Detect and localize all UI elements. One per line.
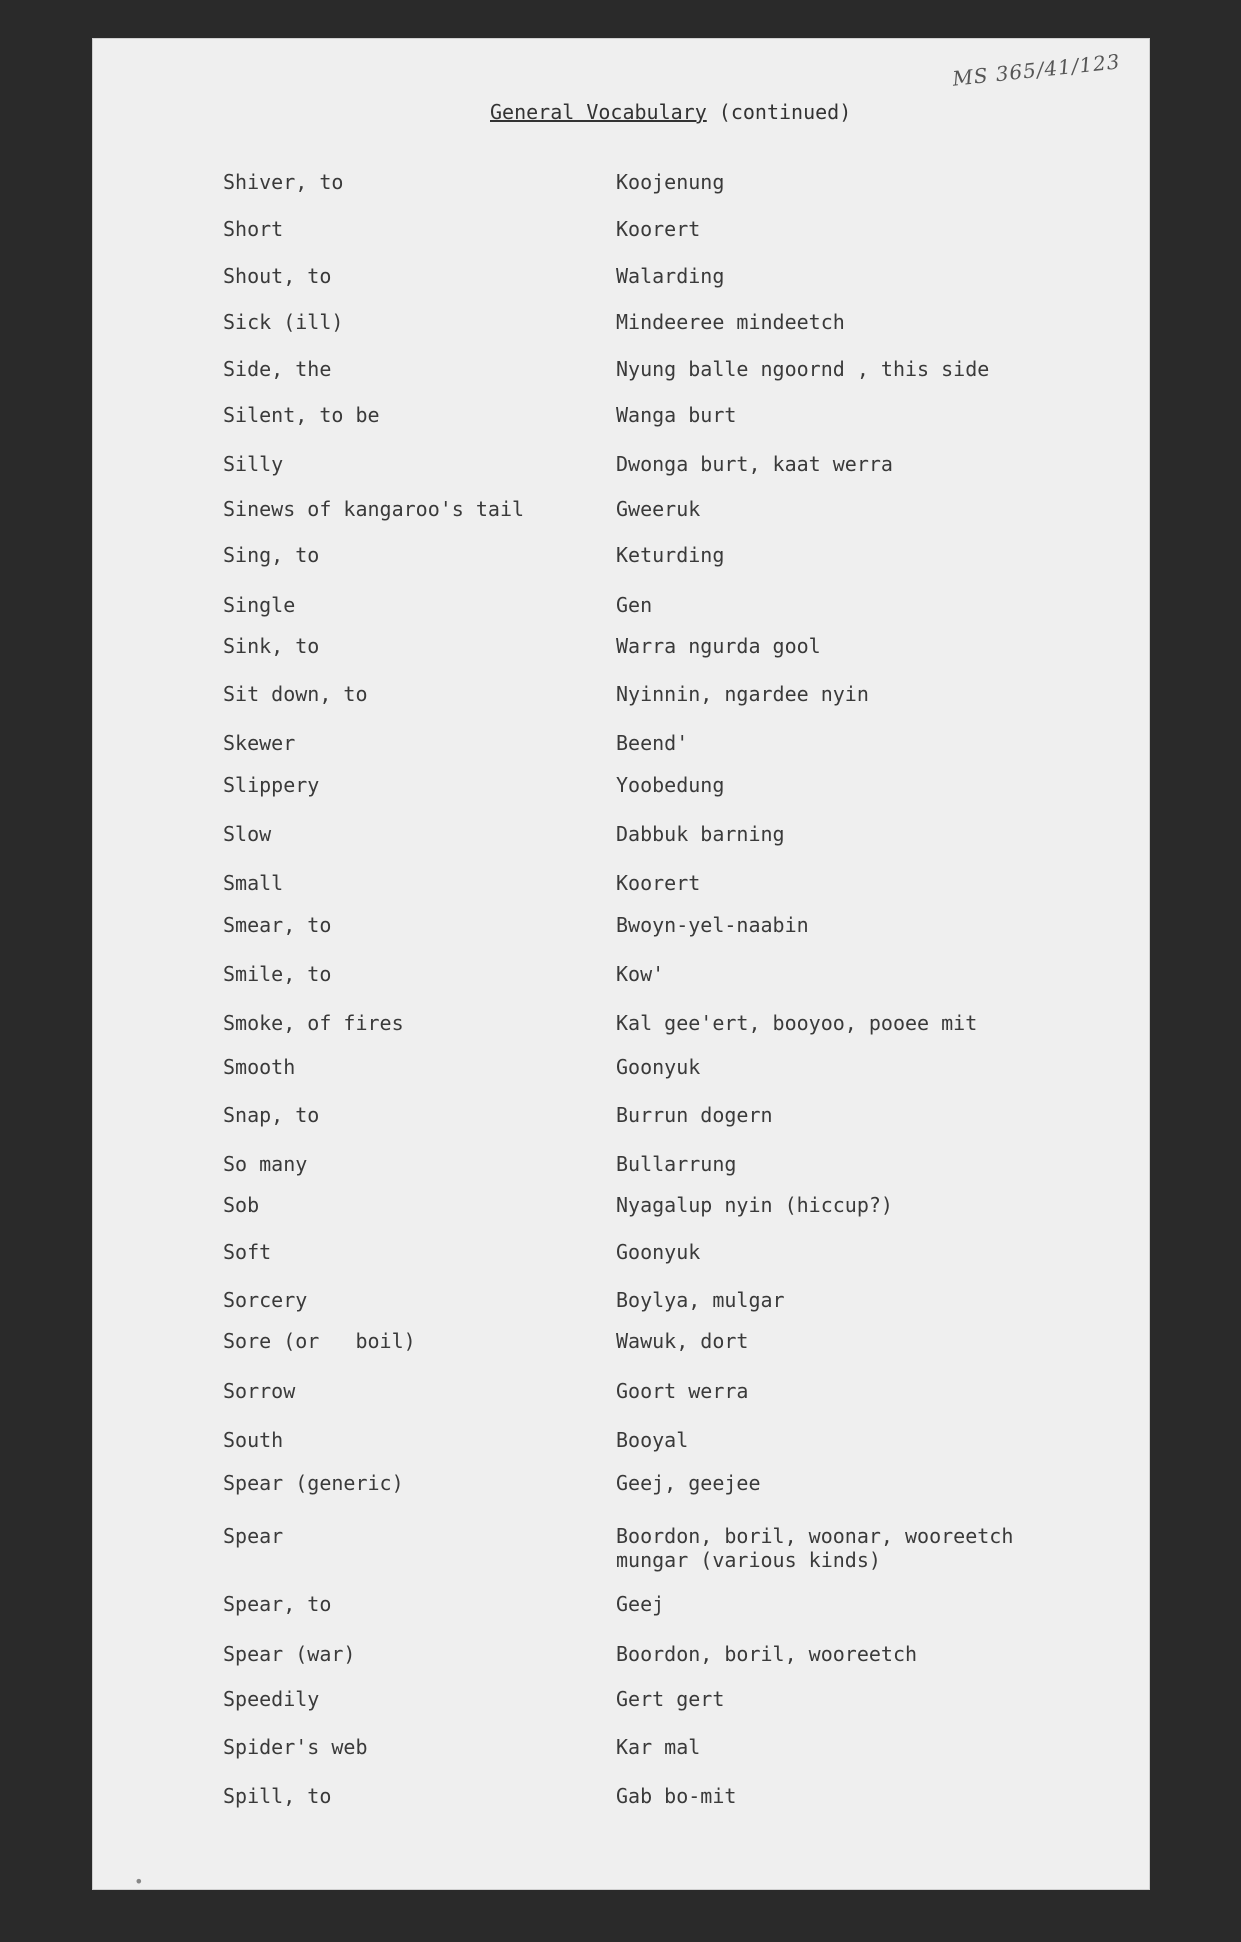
vocab-meaning: Gab bo-mit	[616, 1784, 737, 1808]
vocab-meaning: Geej, geejee	[616, 1471, 761, 1495]
vocab-term: Spear	[223, 1524, 284, 1548]
vocab-term: Smooth	[223, 1055, 296, 1079]
vocab-term: Slippery	[223, 773, 320, 797]
vocab-term: Speedily	[223, 1687, 320, 1711]
vocab-term: Spear (war)	[223, 1642, 356, 1666]
vocab-term: Spider's web	[223, 1735, 368, 1759]
vocab-meaning: Keturding	[616, 543, 725, 567]
vocab-term: Shout, to	[223, 264, 332, 288]
vocab-meaning: Gert gert	[616, 1687, 725, 1711]
vocab-meaning: Boordon, boril, wooreetch	[616, 1642, 918, 1666]
vocab-meaning: Bwoyn-yel-naabin	[616, 913, 809, 937]
vocab-meaning: Koojenung	[616, 170, 725, 194]
vocab-term: Sorrow	[223, 1379, 296, 1403]
vocab-meaning: Goort werra	[616, 1379, 749, 1403]
vocab-meaning: Boordon, boril, woonar, wooreetch mungar (various kinds)	[616, 1524, 1014, 1572]
vocab-meaning: Gen	[616, 593, 653, 617]
vocab-term: Sinews of kangaroo's tail	[223, 497, 525, 521]
vocab-meaning: Nyung balle ngoornd , this side	[616, 357, 990, 381]
vocab-meaning: Nyinnin, ngardee nyin	[616, 682, 869, 706]
vocab-term: Sick (ill)	[223, 310, 344, 334]
vocab-term: Sob	[223, 1193, 260, 1217]
vocab-meaning: Yoobedung	[616, 773, 725, 797]
vocab-meaning: Geej	[616, 1592, 665, 1616]
vocab-term: Spear, to	[223, 1592, 332, 1616]
vocab-term: Soft	[223, 1240, 272, 1264]
vocab-meaning: Kal gee'ert, booyoo, pooee mit	[616, 1011, 978, 1035]
vocab-term: Spear (generic)	[223, 1471, 404, 1495]
archive-reference: MS 365/41/123	[951, 49, 1122, 91]
vocab-term: Smile, to	[223, 962, 332, 986]
vocab-meaning: Walarding	[616, 264, 725, 288]
vocab-term: Sore (or boil)	[223, 1329, 416, 1353]
vocab-term: Slow	[223, 822, 272, 846]
vocab-term: Silly	[223, 452, 284, 476]
vocab-meaning: Wanga burt	[616, 403, 737, 427]
vocab-term: Snap, to	[223, 1103, 320, 1127]
vocab-meaning: Boylya, mulgar	[616, 1288, 785, 1312]
vocab-meaning: Mindeeree mindeetch	[616, 310, 845, 334]
vocab-meaning: Goonyuk	[616, 1055, 701, 1079]
vocab-term: So many	[223, 1152, 308, 1176]
vocab-meaning: Warra ngurda gool	[616, 634, 821, 658]
title-main: General Vocabulary	[490, 100, 707, 124]
vocab-term: Silent, to be	[223, 403, 380, 427]
vocab-meaning: Dabbuk barning	[616, 822, 785, 846]
vocab-term: Side, the	[223, 357, 332, 381]
vocab-meaning: Dwonga burt, kaat werra	[616, 452, 893, 476]
vocab-meaning: Goonyuk	[616, 1240, 701, 1264]
vocab-term: Sing, to	[223, 543, 320, 567]
vocab-term: Smoke, of fires	[223, 1011, 404, 1035]
vocab-term: Spill, to	[223, 1784, 332, 1808]
vocab-meaning: Koorert	[616, 217, 701, 241]
page-title	[490, 100, 851, 124]
vocab-meaning: Bullarrung	[616, 1152, 737, 1176]
vocab-term: Small	[223, 871, 284, 895]
vocab-term: Skewer	[223, 731, 296, 755]
vocab-meaning: Koorert	[616, 871, 701, 895]
vocab-term: Smear, to	[223, 913, 332, 937]
vocab-term: South	[223, 1428, 284, 1452]
vocab-meaning: Gweeruk	[616, 497, 701, 521]
vocab-term: Sit down, to	[223, 682, 368, 706]
vocab-meaning: Kar mal	[616, 1735, 701, 1759]
vocab-meaning: Wawuk, dort	[616, 1329, 749, 1353]
margin-mark: •	[134, 1872, 144, 1891]
vocab-term: Shiver, to	[223, 170, 344, 194]
vocab-meaning: Beend'	[616, 731, 689, 755]
vocab-meaning: Booyal	[616, 1428, 689, 1452]
vocab-term: Short	[223, 217, 284, 241]
title-suffix: (continued)	[718, 100, 852, 124]
vocab-meaning: Nyagalup nyin (hiccup?)	[616, 1193, 893, 1217]
vocab-term: Sorcery	[223, 1288, 308, 1312]
vocab-meaning: Kow'	[616, 962, 665, 986]
vocab-term: Single	[223, 593, 296, 617]
vocab-term: Sink, to	[223, 634, 320, 658]
vocab-meaning: Burrun dogern	[616, 1103, 773, 1127]
